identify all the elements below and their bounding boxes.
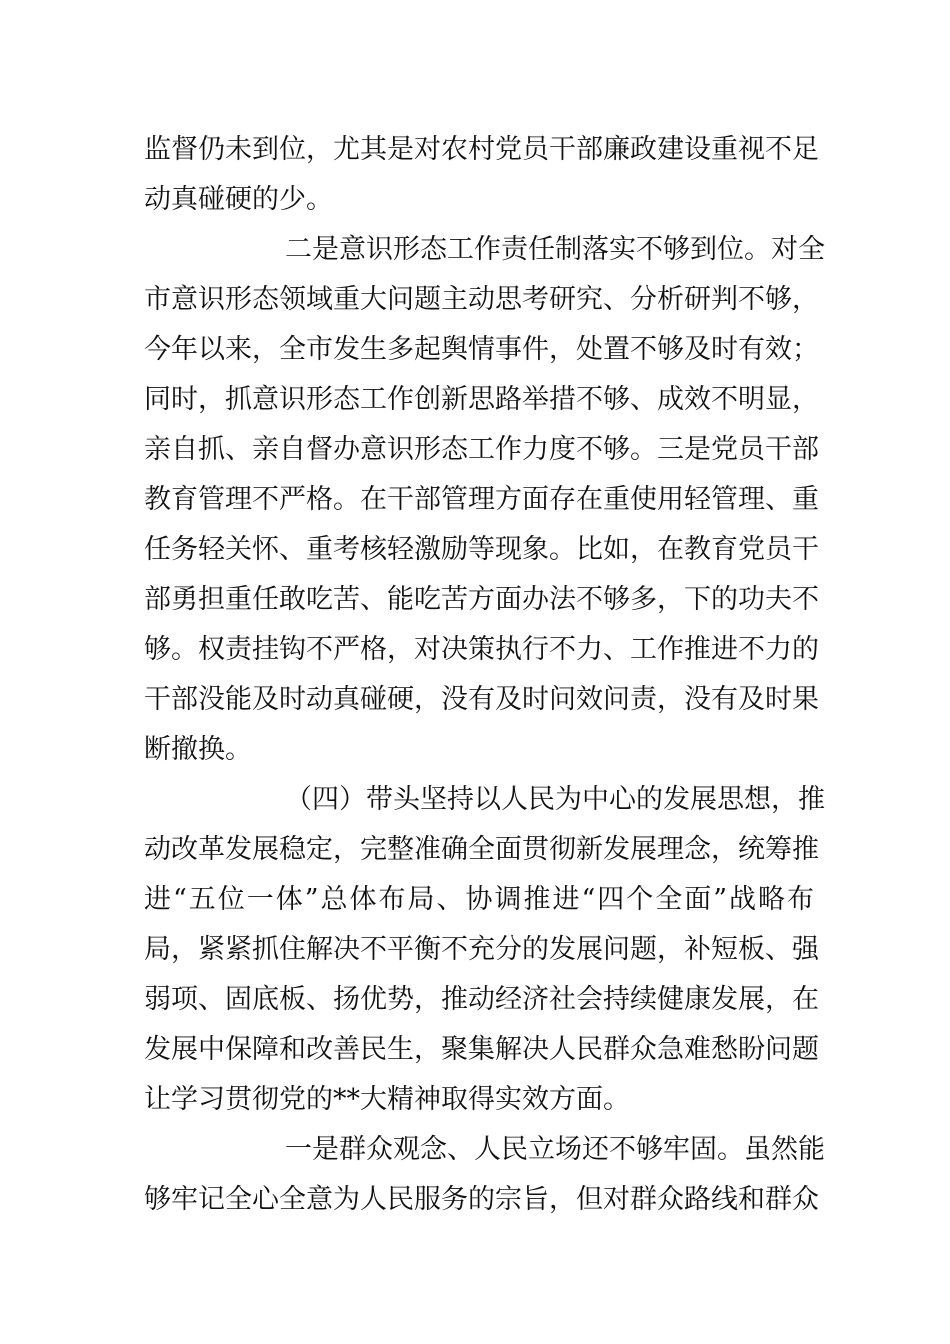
text-line: 够牢记全心全意为人民服务的宗旨，但对群众路线和群众: [144, 1184, 819, 1215]
text-line: 干部没能及时动真碰硬，没有及时问效问责，没有及时果: [144, 684, 819, 715]
text-line: 同时，抓意识形态工作创新思路举措不够、成效不明显，: [144, 384, 819, 415]
text-line: 发展中保障和改善民生，聚集解决人民群众急难愁盼问题: [144, 1034, 819, 1065]
text-line: 动真碰硬的少。: [144, 184, 333, 215]
text-line: 市意识形态领域重大问题主动思考研究、分析研判不够，: [144, 284, 819, 315]
text-line: 够。权责挂钩不严格，对决策执行不力、工作推进不力的: [144, 634, 819, 665]
text-line: 教育管理不严格。在干部管理方面存在重使用轻管理、重: [144, 484, 819, 515]
text-line: 断撤换。: [144, 734, 252, 765]
text-line: 监督仍未到位，尤其是对农村党员干部廉政建设重视不足: [144, 134, 819, 165]
text-line: 部勇担重任敢吃苦、能吃苦方面办法不够多，下的功夫不: [144, 584, 819, 615]
text-line: 让学习贯彻党的**大精神取得实效方面。: [144, 1084, 630, 1115]
text-line: 局，紧紧抓住解决不平衡不充分的发展问题，补短板、强: [144, 934, 819, 965]
section-heading-line: （四）带头坚持以人民为中心的发展思想，推: [285, 784, 825, 815]
paragraph-start-line: 二是意识形态工作责任制落实不够到位。对全: [285, 234, 825, 265]
text-line: 今年以来，全市发生多起舆情事件，处置不够及时有效；: [144, 334, 819, 365]
text-line: 弱项、固底板、扬优势，推动经济社会持续健康发展，在: [144, 984, 819, 1015]
text-line: 任务轻关怀、重考核轻激励等现象。比如，在教育党员干: [144, 534, 819, 565]
text-line: 动改革发展稳定，完整准确全面贯彻新发展理念，统筹推: [144, 834, 819, 865]
text-line: 进“五位一体”总体布局、协调推进“四个全面”战略布: [144, 884, 814, 915]
text-line: 亲自抓、亲自督办意识形态工作力度不够。三是党员干部: [144, 434, 819, 465]
paragraph-start-line: 一是群众观念、人民立场还不够牢固。虽然能: [285, 1134, 825, 1165]
